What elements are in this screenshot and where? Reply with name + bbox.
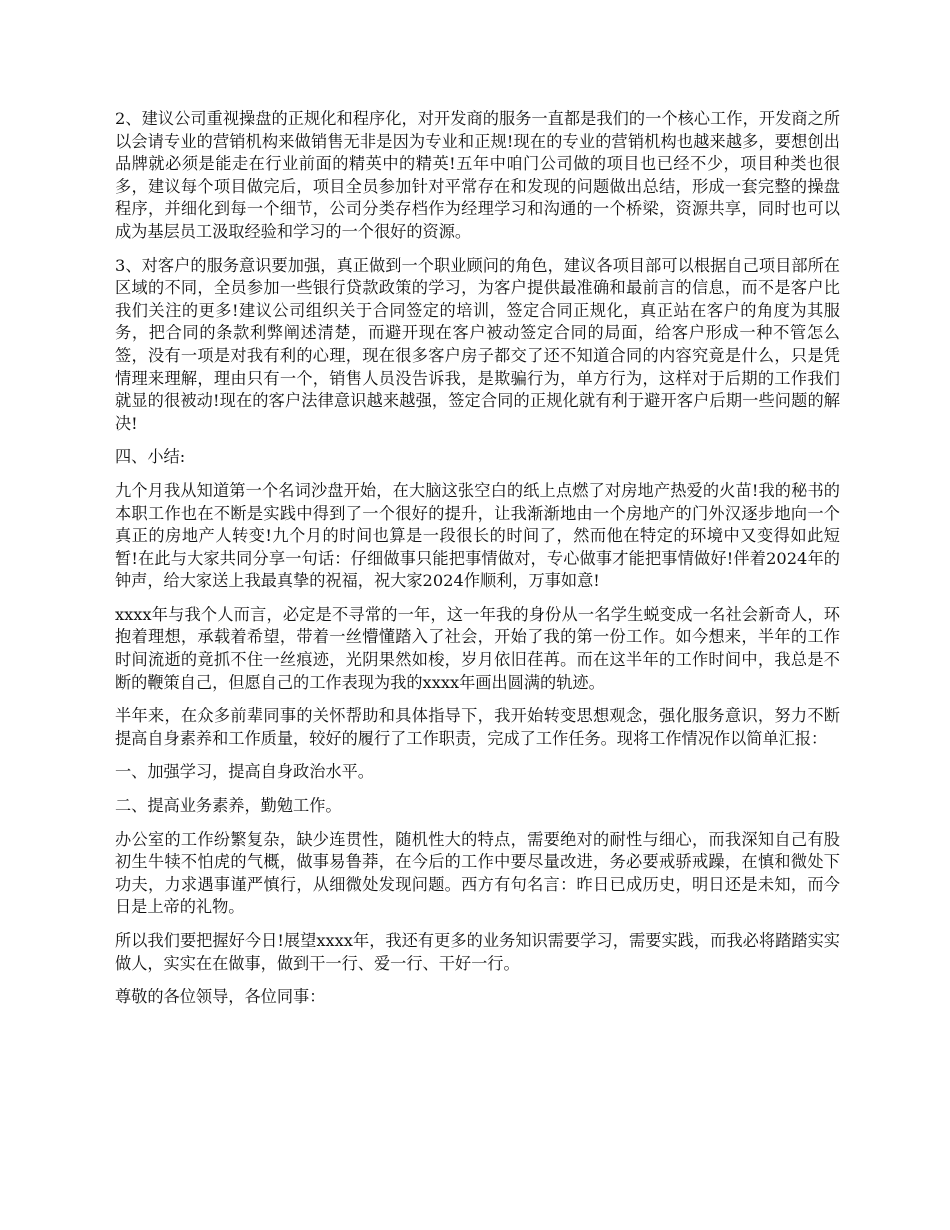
document-page [115,108,840,1020]
paragraph-grasp-today: 所以我们要把握好今日!展望xxxx年，我还有更多的业务知识需要学习，需要实践，而我必将踏踏实实做人，实实在在做事，做到干一行、爱一行、干好一行。 [115,931,840,973]
paragraph-half-year: 半年来，在众多前辈同事的关怀帮助和具体指导下，我开始转变思想观念，强化服务意识，努力不断提高自身素养和工作质量，较好的履行了工作职责，完成了工作任务。现将工作情况作以简单汇报： [115,706,840,748]
paragraph-office-work: 办公室的工作纷繁复杂，缺少连贯性，随机性大的特点，需要绝对的耐性与细心，而我深知自己有股初生牛犊不怕虎的气概，做事易鲁莽，在今后的工作中要尽量改进，务必要戒骄戒躁，在慎和微处下功夫，力求遇事谨严慎行，从细微处发现问题。西方有句名言：昨日已成历史，明日还是未知，而今日是上帝的礼物。 [115,829,840,917]
paragraph-greeting: 尊敬的各位领导，各位同事： [115,987,326,1007]
section-heading-business: 二、提高业务素养，勤勉工作。 [115,796,342,816]
paragraph-year-personal: xxxx年与我个人而言，必定是不寻常的一年，这一年我的身份从一名学生蜕变成一名社会新奇人，环抱着理想，承载着希望，带着一丝懵懂踏入了社会，开始了我的第一份工作。如今想来，半年的工作时间流逝的竟抓不住一丝痕迹，光阴果然如梭，岁月依旧荏苒。而在这半年的工作时间中，我总是不断的鞭策自己，但愿自己的工作表现为我的xxxx年画出圆满的轨迹。 [115,604,840,692]
section-heading-study: 一、加强学习，提高自身政治水平。 [115,762,374,782]
paragraph-suggestion-2: 2、建议公司重视操盘的正规化和程序化，对开发商的服务一直都是我们的一个核心工作，开发商之所以会请专业的营销机构来做销售无非是因为专业和正规!现在的专业的营销机构也越来越多，要想创出品牌就必须是能走在行业前面的精英中的精英!五年中咱门公司做的项目也已经不少，项目种类也很多，建议每个项目做完后，项目全员参加针对平常存在和发现的问题做出总结，形成一套完整的操盘程序，并细化到每一个细节，公司分类存档作为经理学习和沟通的一个桥梁，资源共享，同时也可以成为基层员工汲取经验和学习的一个很好的资源。 [115,109,840,241]
paragraph-suggestion-3: 3、对客户的服务意识要加强，真正做到一个职业顾问的角色，建议各项目部可以根据自己项目部所在区域的不同，全员参加一些银行贷款政策的学习，为客户提供最准确和最前言的信息，而不是客户比我们关注的更多!建议公司组织关于合同签定的培训，签定合同正规化，真正站在客户的角度为其服务，把合同的条款利弊阐述清楚，而避开现在客户被动签定合同的局面，给客户形成一种不管怎么签，没有一项是对我有利的心理，现在很多客户房子都交了还不知道合同的内容究竟是什么，只是凭情理来理解，理由只有一个，销售人员没告诉我，是欺骗行为，单方行为，这样对于后期的工作我们就显的很被动!现在的客户法律意识越来越强，签定合同的正规化就有利于避开客户后期一些问题的解决! [115,255,840,433]
section-heading-summary: 四、小结: [115,447,186,467]
paragraph-nine-months: 九个月我从知道第一个名词沙盘开始，在大脑这张空白的纸上点燃了对房地产热爱的火苗!我的秘书的本职工作也在不断是实践中得到了一个很好的提升，让我渐渐地由一个房地产的门外汉逐步地向一个真正的房地产人转变!九个月的时间也算是一段很长的时间了，然而他在特定的环境中又变得如此短暂!在此与大家共同分享一句话：仔细做事只能把事情做对，专心做事才能把事情做好!伴着2024年的钟声，给大家送上我最真挚的祝福，祝大家2024作顺利，万事如意! [115,480,840,591]
